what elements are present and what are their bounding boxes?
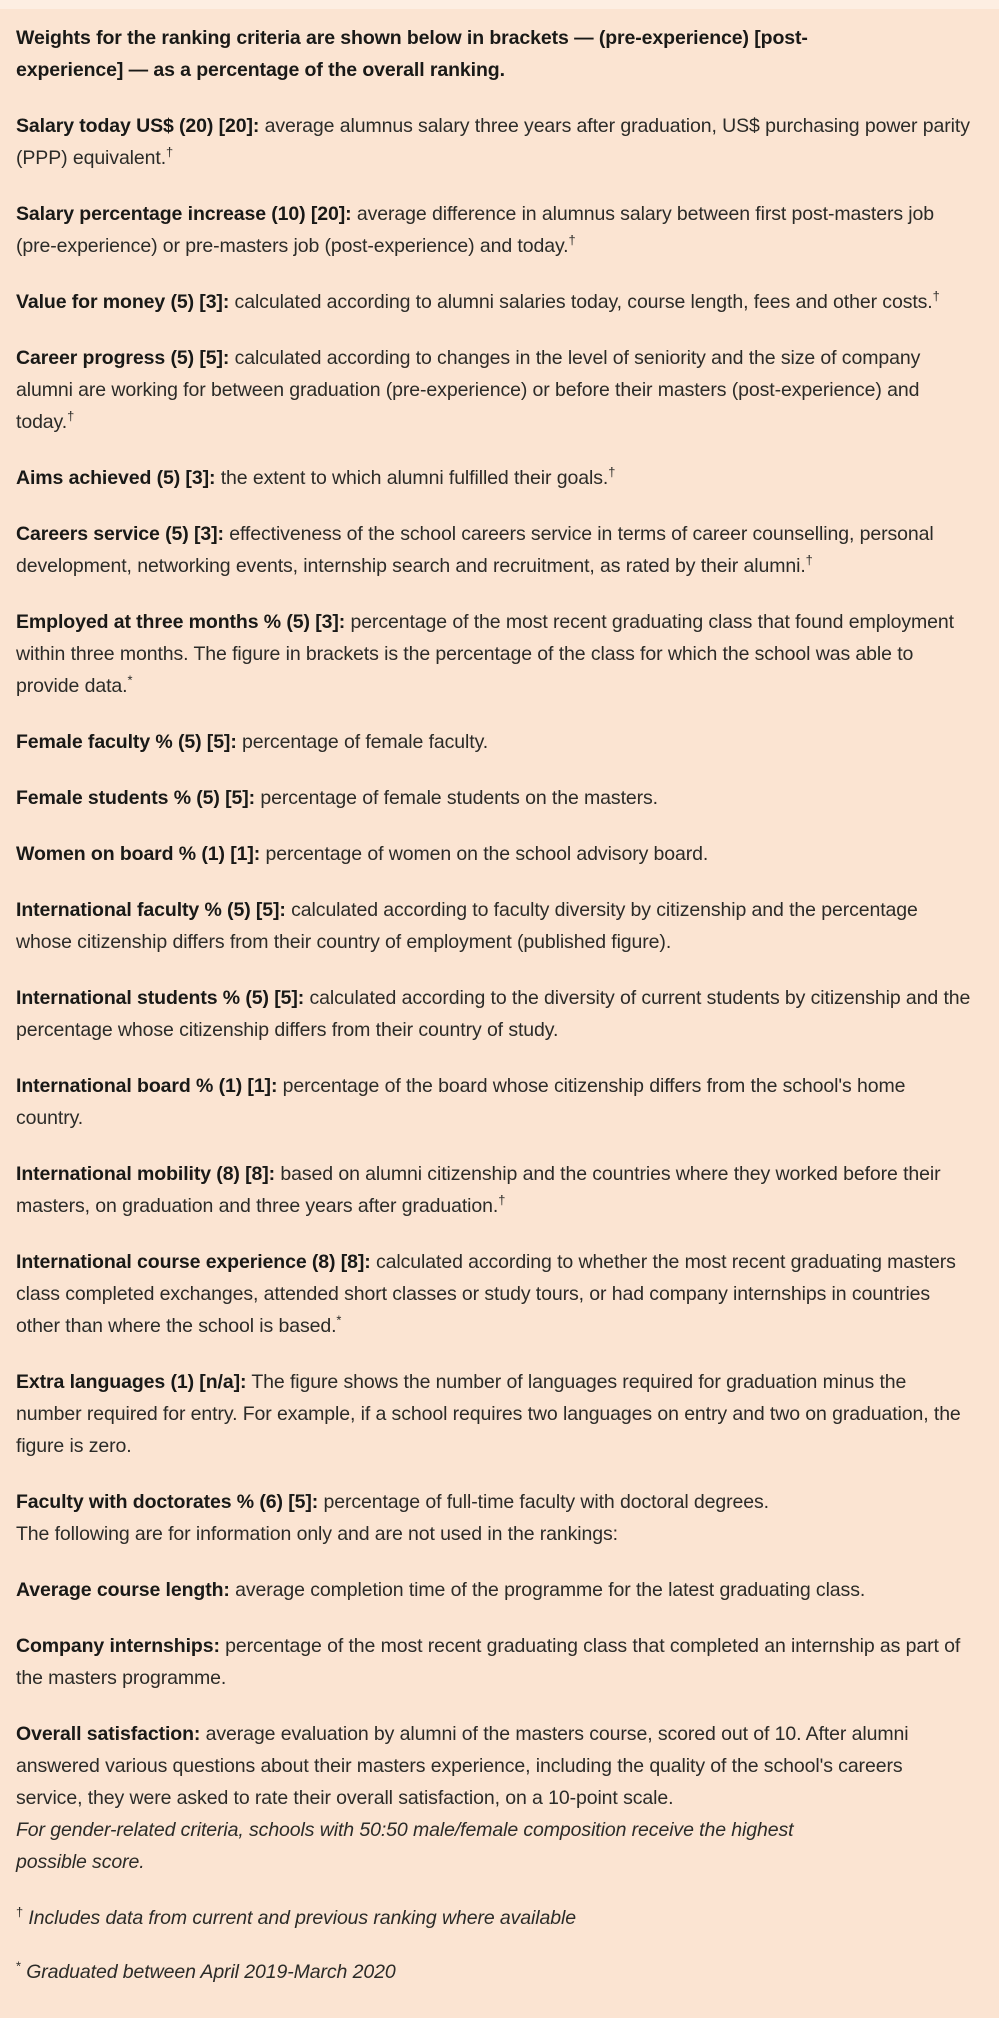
- criterion-term: International board % (1) [1]:: [16, 1075, 278, 1097]
- criterion-paragraph: [16, 1158, 971, 1222]
- criterion-paragraph: [16, 198, 971, 262]
- criterion-paragraph: [16, 1574, 971, 1606]
- criterion-term: Career progress (5) [5]:: [16, 347, 230, 369]
- criterion-term: Employed at three months % (5) [3]:: [16, 611, 346, 633]
- criterion-term: Careers service (5) [3]:: [16, 523, 224, 545]
- criterion-paragraph: [16, 982, 971, 1046]
- criterion-term: Faculty with doctorates % (6) [5]:: [16, 1491, 319, 1513]
- criterion-paragraph: [16, 726, 971, 758]
- criterion-paragraph: [16, 894, 971, 958]
- criterion-paragraph: [16, 838, 971, 870]
- criterion-description: average completion time of the programme for the latest graduating class.: [229, 1579, 866, 1601]
- criterion-paragraph: [16, 342, 971, 438]
- footnote-text: Includes data from current and previous ranking where available: [23, 1907, 576, 1929]
- criterion-description: calculated according to faculty diversity by citizenship and the percentage whose citizenship differs from their country of employment (published figure).: [16, 899, 918, 953]
- criterion-description: percentage of women on the school advisory board.: [260, 843, 709, 865]
- criterion-description: calculated according to the diversity of current students by citizenship and the percentage whose citizenship differs from their country of study.: [16, 987, 971, 1041]
- criterion-term: Overall satisfaction:: [16, 1723, 201, 1745]
- footnote: [16, 1956, 971, 1988]
- criterion-paragraph: [16, 606, 971, 702]
- criterion-description: percentage of the board whose citizenship differs from the school's home country.: [16, 1075, 906, 1129]
- criterion-term: Women on board % (1) [1]:: [16, 843, 261, 865]
- criterion-term: Value for money (5) [3]:: [16, 291, 230, 313]
- criterion-description: percentage of female students on the masters.: [255, 787, 658, 809]
- criterion-term: Salary percentage increase (10) [20]:: [16, 203, 352, 225]
- criterion-paragraph: [16, 1366, 971, 1462]
- criterion-term: International mobility (8) [8]:: [16, 1163, 276, 1185]
- criterion-description: effectiveness of the school careers service in terms of career counselling, personal development, networking events, internship search and recruitment, as rated by their alumni.: [16, 523, 934, 577]
- criterion-description: average difference in alumnus salary between first post-masters job (pre-experience) or pre-masters job (post-experience) and today.: [16, 203, 935, 257]
- footnote-marker: †: [568, 232, 576, 248]
- criterion-paragraph: [16, 1630, 971, 1694]
- criterion-description: the extent to which alumni fulfilled their goals.: [215, 467, 609, 489]
- footnote-marker: †: [932, 288, 940, 304]
- criterion-term: Female faculty % (5) [5]:: [16, 731, 237, 753]
- footnote-marker: *: [336, 1312, 342, 1328]
- criterion-term: International students % (5) [5]:: [16, 987, 305, 1009]
- criterion-paragraph: [16, 1486, 971, 1518]
- footnote-list: [16, 1902, 971, 1988]
- footnote-marker: *: [16, 1958, 21, 1974]
- criterion-description: calculated according to whether the most recent graduating masters class completed exchanges, attended short classes or study tours, or had company internships in countries other than where the school is based.: [16, 1251, 956, 1337]
- criterion-paragraph: [16, 1718, 971, 1814]
- criterion-description: percentage of full-time faculty with doctoral degrees.: [318, 1491, 769, 1513]
- intro-paragraph: Weights for the ranking criteria are shown below in brackets — (pre-experience) [post-experience] — as a percentage of the overall ranking.: [16, 27, 808, 81]
- criterion-paragraph: [16, 462, 971, 494]
- footnote-marker: †: [166, 144, 174, 160]
- criterion-term: Average course length:: [16, 1579, 230, 1601]
- criterion-term: International faculty % (5) [5]:: [16, 899, 286, 921]
- criterion-paragraph: [16, 110, 971, 174]
- criterion-term: International course experience (8) [8]:: [16, 1251, 371, 1273]
- criterion-paragraph: [16, 1070, 971, 1134]
- criterion-description: The figure shows the number of languages required for graduation minus the number required for entry. For example, if a school requires two languages on entry and two on graduation, the figure is zero.: [16, 1371, 961, 1457]
- criterion-term: Extra languages (1) [n/a]:: [16, 1371, 247, 1393]
- criterion-term: Salary today US$ (20) [20]:: [16, 115, 260, 137]
- footnote-text: Graduated between April 2019-March 2020: [20, 1961, 396, 1983]
- info-only-intro: The following are for information only and are not used in the rankings:: [16, 1523, 618, 1545]
- footnote: [16, 1902, 971, 1934]
- criterion-description: percentage of the most recent graduating class that found employment within three months. The figure in brackets is the percentage of the class for which the school was able to provide data.: [16, 611, 954, 697]
- criterion-description: average alumnus salary three years after graduation, US$ purchasing power parity (PPP) equivalent.: [16, 115, 970, 169]
- info-only-list: [16, 1574, 971, 1814]
- footnote-marker: †: [67, 408, 75, 424]
- criterion-description: calculated according to changes in the level of seniority and the size of company alumni are working for between graduation (pre-experience) or before their masters (post-experience) and today.: [16, 347, 921, 433]
- criterion-paragraph: [16, 782, 971, 814]
- criterion-description: percentage of female faculty.: [236, 731, 489, 753]
- criterion-description: based on alumni citizenship and the countries where they worked before their masters, on graduation and three years after graduation.: [16, 1163, 941, 1217]
- criterion-paragraph: [16, 518, 971, 582]
- criterion-description: percentage of the most recent graduating class that completed an internship as part of the masters programme.: [16, 1635, 961, 1689]
- criteria-list: [16, 110, 971, 1518]
- criterion-term: Aims achieved (5) [3]:: [16, 467, 216, 489]
- footnote-marker: †: [805, 552, 813, 568]
- criterion-paragraph: [16, 1246, 971, 1342]
- footnote-marker: †: [16, 1904, 24, 1920]
- criterion-term: Female students % (5) [5]:: [16, 787, 256, 809]
- footnote-marker: †: [608, 464, 616, 480]
- gender-note: For gender-related criteria, schools with 50:50 male/female composition receive the highest possible score.: [16, 1819, 794, 1873]
- criterion-description: calculated according to alumni salaries today, course length, fees and other costs.: [229, 291, 933, 313]
- footnote-marker: †: [498, 1192, 506, 1208]
- footnote-marker: *: [127, 672, 133, 688]
- criterion-term: Company internships:: [16, 1635, 220, 1657]
- criterion-description: average evaluation by alumni of the masters course, scored out of 10. After alumni answered various questions about their masters experience, including the quality of the school's careers service, they were asked to rate their overall satisfaction, on a 10-point scale.: [16, 1723, 909, 1809]
- criterion-paragraph: [16, 286, 971, 318]
